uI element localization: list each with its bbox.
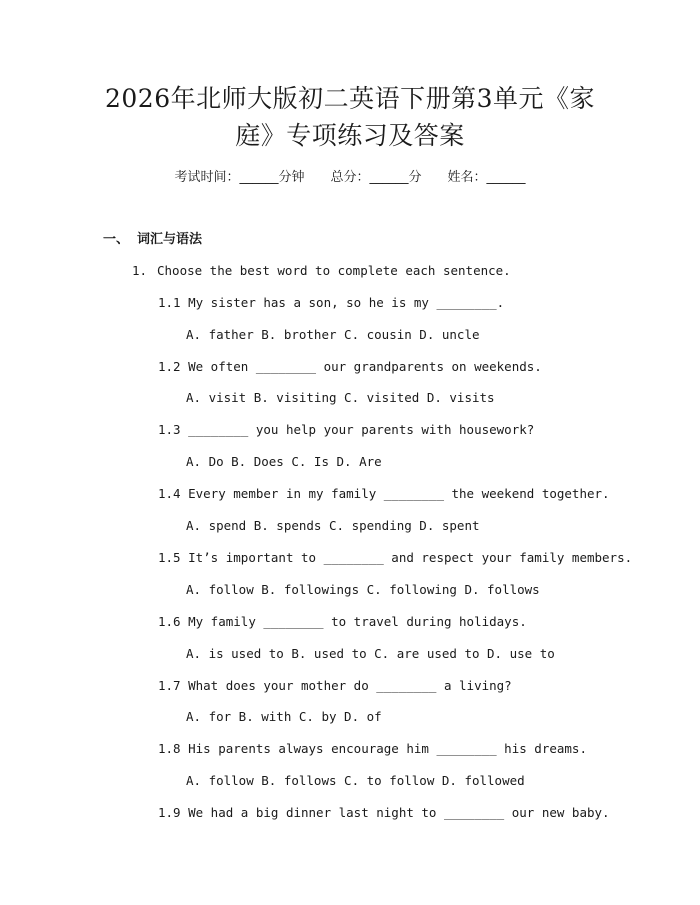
item-id: 1.1: [158, 295, 181, 310]
title-line-1: 2026年北师大版初二英语下册第3单元《家: [104, 84, 596, 113]
section-title: 词汇与语法: [137, 232, 203, 247]
item-options: A. father B. brother C. cousin D. uncle: [186, 327, 480, 342]
item-stem: Every member in my family ________ the weekend together.: [188, 486, 610, 501]
title-line-2: 庭》专项练习及答案: [235, 121, 465, 150]
question-item: [158, 485, 610, 503]
item-id: 1.3: [158, 422, 181, 437]
exam-score: 总分：______分: [330, 170, 422, 185]
item-options: A. visit B. visiting C. visited D. visits: [186, 390, 495, 405]
page-title: [80, 80, 620, 154]
question-instruction: [132, 262, 511, 280]
question-item: [158, 740, 587, 758]
item-options: A. spend B. spends C. spending D. spent: [186, 518, 480, 533]
question-number: 1.: [132, 263, 148, 278]
question-item: [158, 804, 610, 822]
section-heading: [103, 231, 202, 249]
item-stem: ________ you help your parents with housework?: [188, 422, 535, 437]
question-item: [158, 421, 534, 439]
item-id: 1.7: [158, 678, 181, 693]
item-id: 1.5: [158, 550, 181, 565]
item-options: A. is used to B. used to C. are used to D. use to: [186, 646, 555, 661]
item-id: 1.8: [158, 741, 181, 756]
item-stem: My family ________ to travel during holidays.: [188, 614, 527, 629]
item-id: 1.2: [158, 359, 181, 374]
item-stem: His parents always encourage him ________ his dreams.: [188, 741, 587, 756]
exam-time: 考试时间：______分钟: [174, 170, 305, 185]
item-options: A. follow B. follows C. to follow D. followed: [186, 773, 525, 788]
item-stem: We often ________ our grandparents on weekends.: [188, 359, 542, 374]
item-options: A. Do B. Does C. Is D. Are: [186, 454, 382, 469]
item-stem: What does your mother do ________ a living?: [188, 678, 512, 693]
item-options: A. follow B. followings C. following D. follows: [186, 582, 540, 597]
question-item: [158, 294, 504, 312]
question-item: [158, 549, 632, 567]
question-item: [158, 358, 542, 376]
item-id: 1.9: [158, 805, 181, 820]
item-stem: It’s important to ________ and respect your family members.: [188, 550, 633, 565]
item-id: 1.6: [158, 614, 181, 629]
item-stem: My sister has a son, so he is my ________.: [188, 295, 505, 310]
question-item: [158, 613, 527, 631]
item-stem: We had a big dinner last night to ________ our new baby.: [188, 805, 610, 820]
exam-info: [0, 169, 700, 187]
question-text: Choose the best word to complete each sentence.: [157, 263, 511, 278]
exam-name: 姓名：______: [447, 170, 526, 185]
item-id: 1.4: [158, 486, 181, 501]
question-item: [158, 677, 512, 695]
section-number: 一、: [103, 232, 130, 247]
item-options: A. for B. with C. by D. of: [186, 709, 382, 724]
